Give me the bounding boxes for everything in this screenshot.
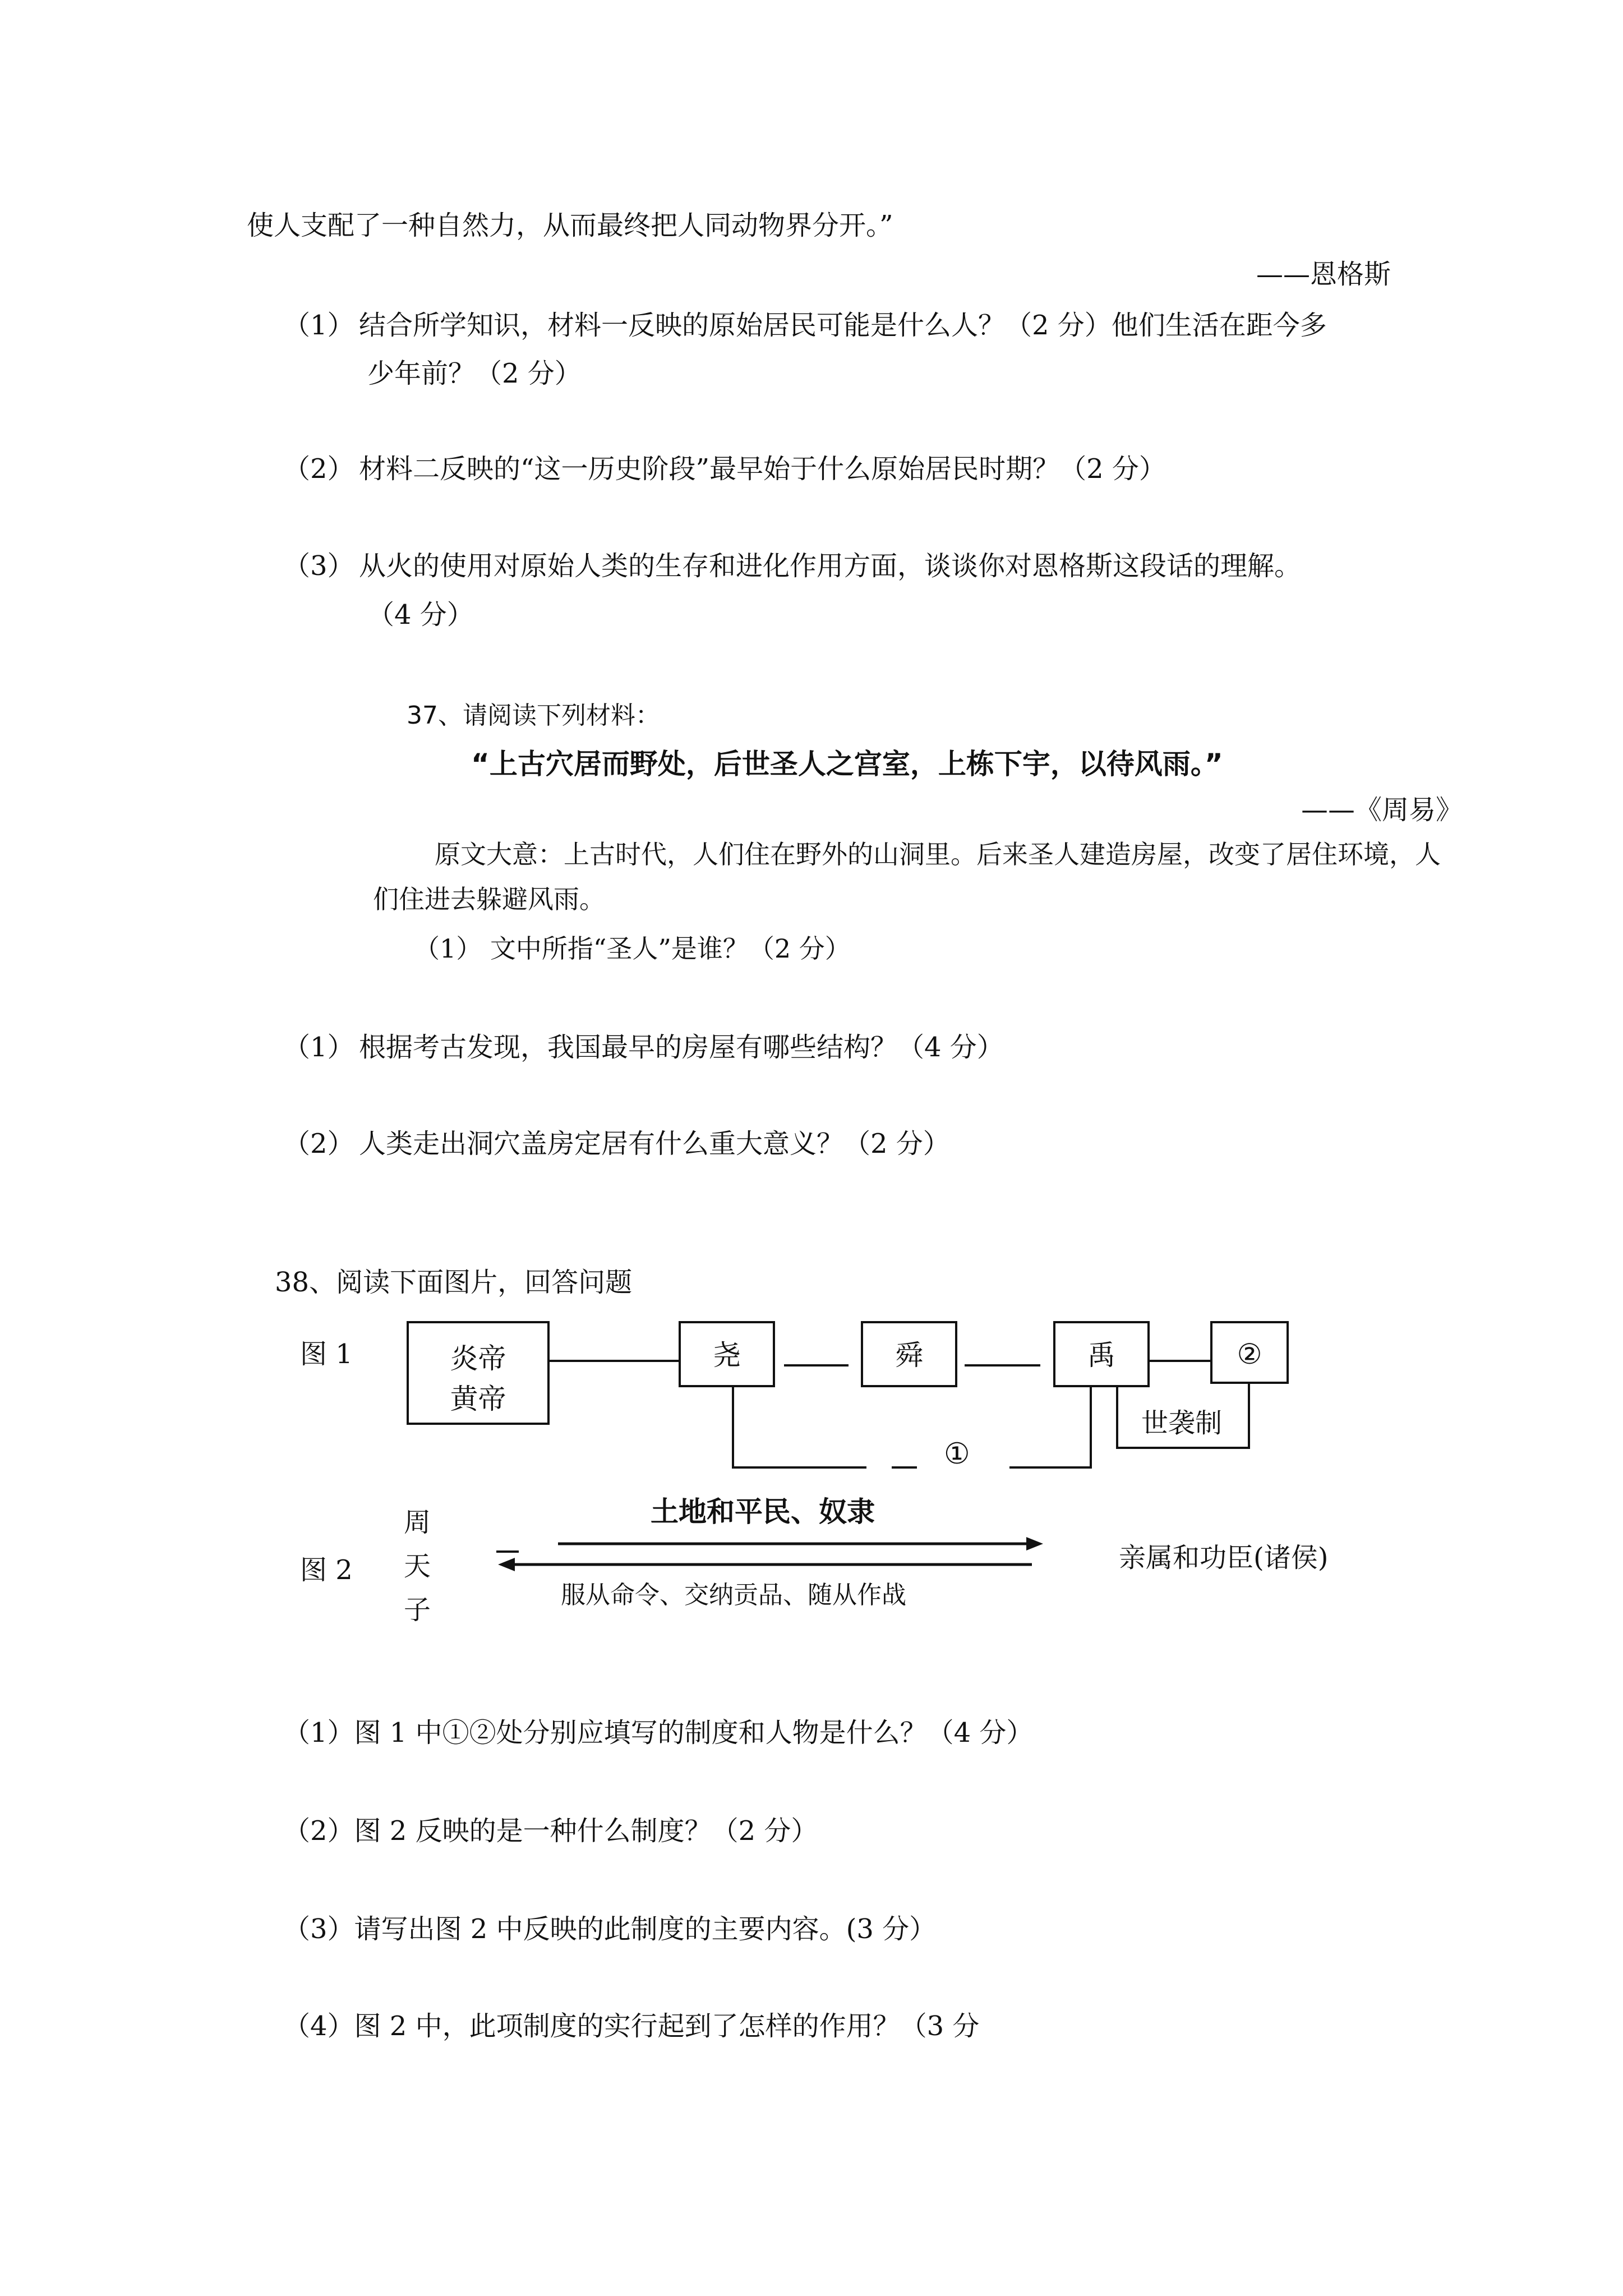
fig1-box-yandi-huangdi: [407, 1321, 550, 1425]
fig1-box-huangdi: 黄帝: [450, 1383, 506, 1415]
q37-heading: 37、请阅读下列材料：: [407, 701, 660, 730]
fig2-right-label: 亲属和功臣(诸侯): [1119, 1542, 1329, 1573]
q36-3-number: （3）: [283, 550, 354, 582]
fig1-line-4: [1150, 1360, 1211, 1362]
q36-2-line1: 材料二反映的“这一历史阶段”最早始于什么原始居民时期？（2 分）: [359, 453, 1166, 485]
q37-quote: “上古穴居而野处，后世圣人之宫室，上栋下宇，以待风雨。”: [471, 748, 1223, 780]
fig1-box-shun: [861, 1321, 957, 1387]
fig1-bracket1-bottom-b: [892, 1466, 917, 1469]
fig1-box-yao: [679, 1321, 775, 1387]
fig1-yao-label: 尧: [713, 1339, 741, 1372]
fig2-arrow-left-head: [498, 1558, 515, 1571]
fig2-label: 图 2: [300, 1554, 353, 1586]
fig1-line-3: [965, 1364, 1040, 1366]
q37-paragraph-line1: 原文大意：上古时代，人们住在野外的山洞里。后来圣人建造房屋，改变了居住环境，人: [435, 839, 1441, 869]
q36-3-line2: （4 分）: [367, 599, 474, 631]
fig1-hereditary-label: 世袭制: [1141, 1407, 1223, 1439]
fig1-bracket2-bottom: [1116, 1447, 1250, 1449]
fig1-bracket1-left: [732, 1387, 734, 1469]
fig2-king-char-2: 天: [404, 1550, 431, 1582]
q37-q2: 人类走出洞穴盖房定居有什么重大意义？（2 分）: [359, 1128, 950, 1159]
fig1-yu-label: 禹: [1087, 1339, 1115, 1372]
fig1-label: 图 1: [300, 1338, 353, 1370]
intro-source: ——恩格斯: [1256, 259, 1391, 290]
q38-question-3: （3）请写出图 2 中反映的此制度的主要内容。(3 分）: [283, 1913, 937, 1945]
q38-question-2: （2）图 2 反映的是一种什么制度？（2 分）: [283, 1815, 818, 1847]
fig1-box-yandi: 炎帝: [450, 1342, 506, 1375]
fig2-top-label: 土地和平民、奴隶: [651, 1495, 875, 1528]
q37-q1-number: （1）: [283, 1032, 354, 1063]
fig1-bracket2-right: [1248, 1384, 1250, 1449]
q37-paragraph-line2: 们住进去躲避风雨。: [373, 884, 605, 914]
fig2-arrow-right-head: [1026, 1537, 1043, 1550]
fig2-arrows: [494, 1529, 1054, 1579]
q37-q2-number: （2）: [283, 1128, 354, 1159]
fig1-bracket1-bottom-c: [1009, 1466, 1092, 1469]
fig1-box-blank-2: [1210, 1321, 1289, 1384]
q36-1-line1: 结合所学知识，材料一反映的原始居民可能是什么人？（2 分）他们生活在距今多: [359, 310, 1327, 341]
fig1-blank-1-label: ①: [944, 1437, 970, 1471]
fig1-shun-label: 舜: [895, 1339, 923, 1372]
q38-question-1: （1）图 1 中①②处分别应填写的制度和人物是什么？（4 分）: [283, 1717, 1034, 1749]
fig1-bracket1-bottom-a: [732, 1466, 866, 1469]
q37-sub1: （1） 文中所指“圣人”是谁？（2 分）: [414, 933, 851, 964]
fig1-blank-2-label: ②: [1237, 1338, 1262, 1370]
fig2-king-char-3: 子: [404, 1594, 431, 1626]
intro-line: 使人支配了一种自然力，从而最终把人同动物界分开。”: [247, 210, 893, 241]
q38-heading: 38、阅读下面图片，回答问题: [275, 1267, 633, 1298]
q37-q1: 根据考古发现，我国最早的房屋有哪些结构？（4 分）: [359, 1032, 1004, 1063]
fig1-line-1: [550, 1360, 680, 1362]
fig2-bottom-label: 服从命令、交纳贡品、随从作战: [561, 1581, 906, 1609]
q36-3-line1: 从火的使用对原始人类的生存和进化作用方面，谈谈你对恩格斯这段话的理解。: [359, 550, 1302, 582]
q36-1-line2: 少年前？（2 分）: [367, 358, 582, 389]
q36-2-number: （2）: [283, 453, 354, 485]
fig1-box-yu: [1053, 1321, 1150, 1387]
fig1-line-2: [784, 1364, 849, 1366]
fig2-king-char-1: 周: [404, 1507, 431, 1538]
q38-question-4: （4）图 2 中，此项制度的实行起到了怎样的作用？（3 分: [283, 2010, 980, 2042]
fig1-bracket1-right: [1090, 1387, 1092, 1469]
q36-1-number: （1）: [283, 310, 354, 341]
q37-source: ——《周易》: [1301, 794, 1463, 826]
fig1-bracket2-left: [1116, 1387, 1118, 1449]
